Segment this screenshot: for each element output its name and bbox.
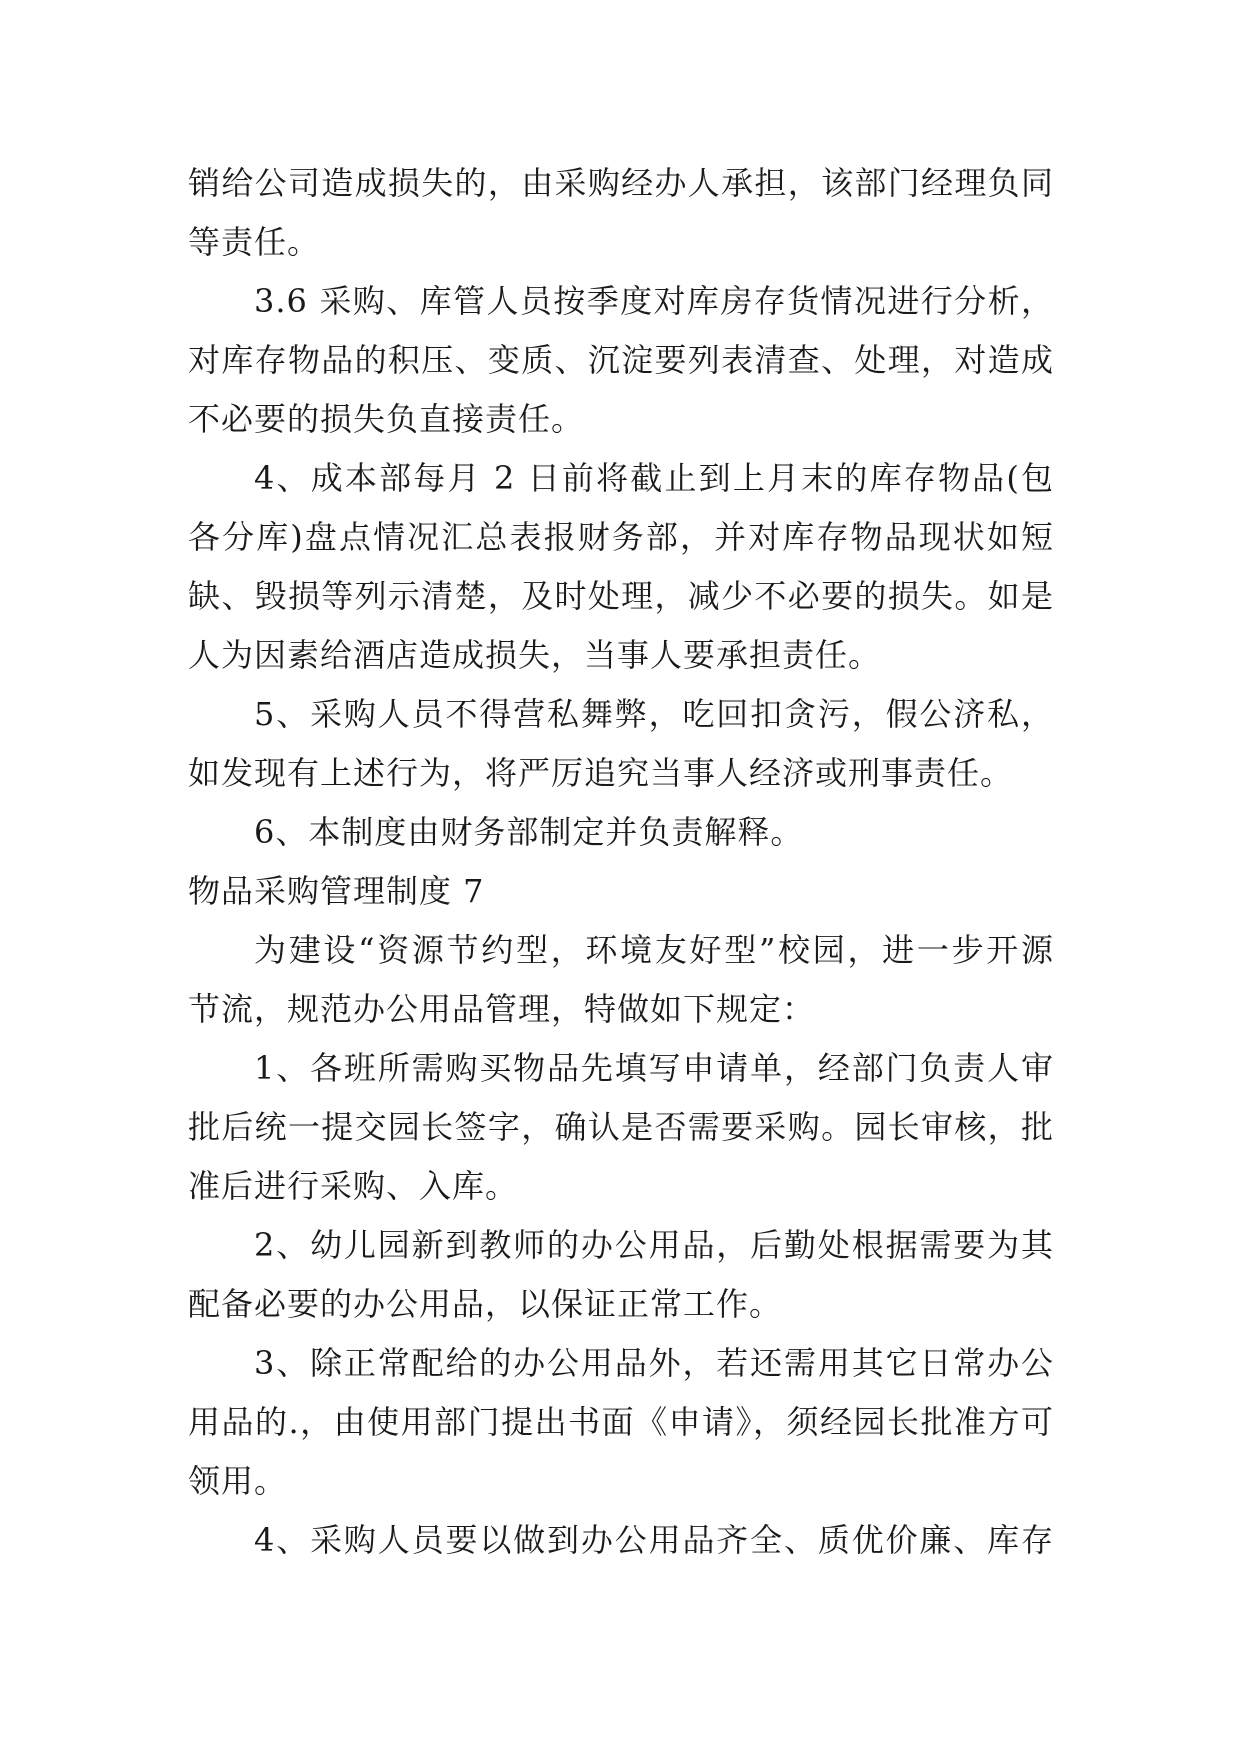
paragraph-line: 为建设“资源节约型，环境友好型”校园，进一步开源 bbox=[254, 931, 1054, 969]
paragraph bbox=[188, 1039, 1054, 1216]
paragraph-line: 对库存物品的积压、变质、沉淀要列表清查、处理，对造成 bbox=[188, 341, 1054, 379]
paragraph bbox=[188, 1334, 1054, 1511]
paragraph-line: 6、本制度由财务部制定并负责解释。 bbox=[254, 813, 804, 851]
paragraph bbox=[188, 449, 1054, 685]
paragraph-line: 4、成本部每月 2 日前将截止到上月末的库存物品(包 bbox=[254, 459, 1054, 497]
paragraph bbox=[188, 154, 1054, 272]
paragraph bbox=[188, 921, 1054, 1039]
paragraph-line: 5、采购人员不得营私舞弊，吃回扣贪污，假公济私， bbox=[254, 695, 1054, 733]
paragraph-line: 1、各班所需购买物品先填写申请单，经部门负责人审 bbox=[254, 1049, 1054, 1087]
paragraph-line: 领用。 bbox=[188, 1462, 288, 1500]
paragraph-line: 准后进行采购、入库。 bbox=[188, 1167, 519, 1205]
paragraph bbox=[188, 1216, 1054, 1334]
paragraph bbox=[188, 272, 1054, 449]
paragraph-line: 批后统一提交园长签字，确认是否需要采购。园长审核，批 bbox=[188, 1108, 1054, 1146]
paragraph-line: 缺、毁损等列示清楚，及时处理，减少不必要的损失。如是 bbox=[188, 577, 1054, 615]
paragraph-line: 如发现有上述行为，将严厉追究当事人经济或刑事责任。 bbox=[188, 754, 1014, 792]
paragraph-line: 3、除正常配给的办公用品外，若还需用其它日常办公 bbox=[254, 1344, 1054, 1382]
section-heading: 物品采购管理制度 7 bbox=[188, 872, 485, 910]
paragraph-line: 销给公司造成损失的，由采购经办人承担，该部门经理负同 bbox=[188, 164, 1054, 202]
paragraph-line: 不必要的损失负直接责任。 bbox=[188, 400, 585, 438]
paragraph-line: 各分库)盘点情况汇总表报财务部，并对库存物品现状如短 bbox=[188, 518, 1054, 556]
document-body bbox=[188, 154, 1054, 1570]
paragraph bbox=[188, 1511, 1054, 1570]
paragraph-line: 用品的.，由使用部门提出书面《申请》，须经园长批准方可 bbox=[188, 1403, 1054, 1441]
paragraph bbox=[188, 685, 1054, 803]
paragraph-line: 2、幼儿园新到教师的办公用品，后勤处根据需要为其 bbox=[254, 1226, 1054, 1264]
paragraph-line: 节流，规范办公用品管理，特做如下规定： bbox=[188, 990, 816, 1028]
paragraph-line: 人为因素给酒店造成损失，当事人要承担责任。 bbox=[188, 636, 882, 674]
paragraph-line: 3.6 采购、库管人员按季度对库房存货情况进行分析， bbox=[254, 282, 1054, 320]
paragraph-line: 配备必要的办公用品，以保证正常工作。 bbox=[188, 1285, 783, 1323]
paragraph-line: 等责任。 bbox=[188, 223, 321, 261]
paragraph bbox=[188, 803, 1054, 862]
paragraph-line: 4、采购人员要以做到办公用品齐全、质优价廉、库存 bbox=[254, 1521, 1054, 1559]
